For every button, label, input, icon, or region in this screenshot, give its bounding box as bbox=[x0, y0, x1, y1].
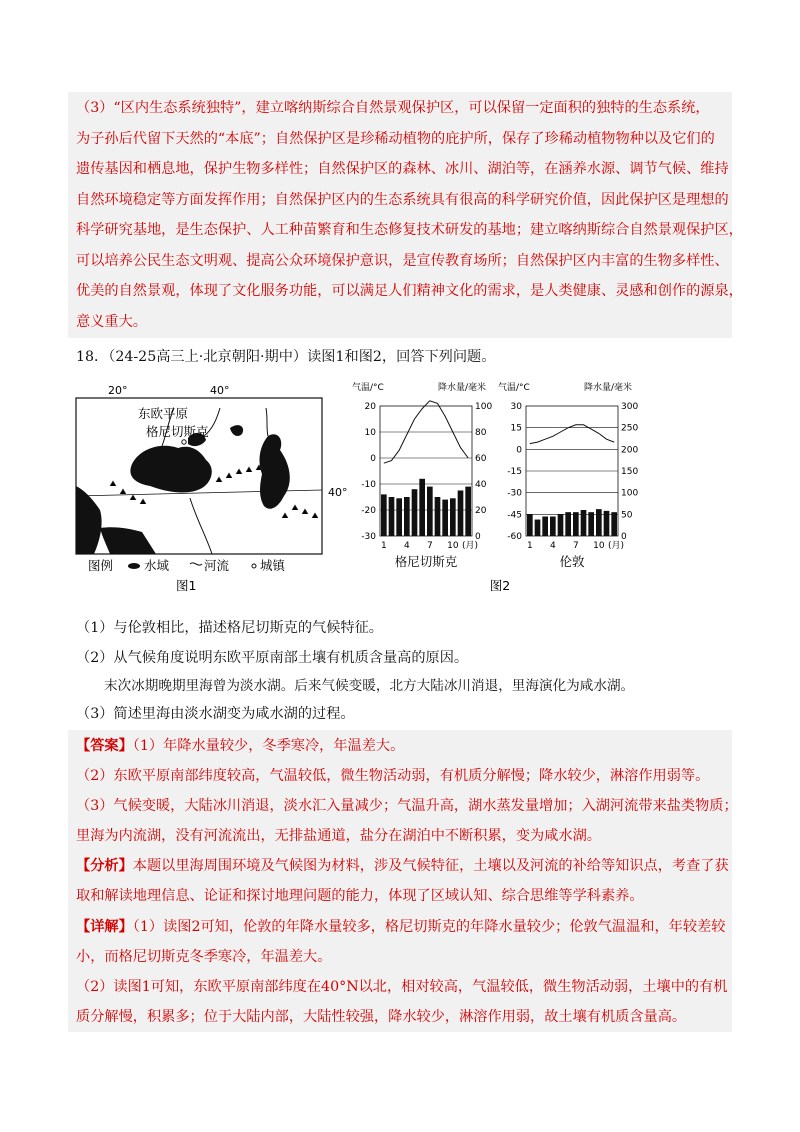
map-lon-label-40: 40° bbox=[210, 384, 230, 397]
precip-bar bbox=[419, 479, 425, 536]
legend-town-label: 城镇 bbox=[260, 558, 286, 573]
legend-river-label: 河流 bbox=[204, 558, 230, 573]
chart-x-tick: 1 bbox=[526, 541, 533, 551]
answer-continuation-line: 可以培养公民生态文明观、提高公众环境保护意识，是宣传教育场所；自然保护区内丰富的生物多样性、 bbox=[76, 252, 729, 269]
chart-x-tick: 10 bbox=[447, 541, 459, 551]
question-stem: 18．（24-25高三上·北京朝阳·期中）读图1和图2，回答下列问题。 bbox=[76, 349, 496, 365]
chart-precip-tick: 50 bbox=[621, 510, 633, 521]
chart-temp-tick: 0 bbox=[370, 454, 376, 464]
chart-precip-tick: 0 bbox=[621, 532, 627, 542]
chart-x-tick: 1 bbox=[380, 541, 387, 551]
chart-precip-tick: 80 bbox=[475, 428, 487, 438]
chart-temp-tick: -30 bbox=[361, 532, 376, 542]
legend-river-icon bbox=[190, 563, 202, 565]
precip-bar bbox=[604, 511, 610, 536]
chart-ylabel-left: 气温/°C bbox=[498, 383, 530, 393]
map-caption: 图1 bbox=[176, 578, 197, 593]
legend-water-icon bbox=[128, 563, 140, 569]
chart-caption: 图2 bbox=[489, 578, 511, 593]
chart-temp-tick: 10 bbox=[364, 428, 376, 438]
analysis-text-1: 本题以里海周围环境及气候图为材料，涉及气候特征，土壤以及河流的补给等知识点，考查了获 bbox=[132, 858, 729, 874]
chart-ylabel-right: 降水量/毫米 bbox=[584, 383, 633, 393]
map-region-label: 东欧平原 bbox=[138, 406, 189, 421]
chart-temp-tick: -20 bbox=[361, 506, 376, 516]
chart-precip-tick: 250 bbox=[621, 423, 639, 434]
answer-3-line-1: （3）气候变暖，大陆冰川消退，淡水汇入量减少；气温升高，湖水蒸发量增加；入湖河流带来盐类物质； bbox=[76, 798, 738, 814]
detail-line-3: （2）读图1可知，东欧平原南部纬度在40°N以北，相对较高，气温较低，微生物活动弱，土壤中的有机 bbox=[76, 979, 728, 995]
analysis-line-2: 取和解读地理信息、论证和探讨地理问题的能力，体现了区域认知、综合思维等学科素养。 bbox=[76, 888, 644, 904]
answer-continuation-line: 自然环境稳定等方面发挥作用；自然保护区内的生态系统具有很高的科学研究价值，因此保护区是理想的 bbox=[76, 191, 729, 208]
answer-continuation-line: （3）“区内生态系统独特”，建立喀纳斯综合自然景观保护区，可以保留一定面积的独特的生态系统， bbox=[76, 100, 710, 116]
precip-bar bbox=[435, 497, 441, 536]
chart-x-tick: 7 bbox=[572, 541, 579, 551]
answer-continuation-line: 优美的自然景观，体现了文化服务功能，可以满足人们精神文化的需求，是人类健康、灵感和创作的源泉， bbox=[76, 283, 743, 299]
chart-precip-tick: 60 bbox=[475, 454, 487, 464]
chart-temp-tick: 30 bbox=[510, 402, 522, 412]
precip-bar bbox=[465, 487, 471, 536]
detail-tag: 【详解】 bbox=[76, 919, 133, 935]
sub-question-2: （2）从气候角度说明东欧平原南部土壤有机质含量高的原因。 bbox=[76, 650, 469, 666]
chart-temp-tick: 0 bbox=[516, 445, 522, 456]
legend-water-label: 水域 bbox=[144, 558, 170, 573]
precip-bar bbox=[458, 491, 464, 537]
chart-x-tick: 4 bbox=[403, 541, 410, 551]
map-city-label: 格尼切斯克 bbox=[146, 424, 209, 439]
precip-bar bbox=[573, 512, 579, 536]
chart-temp-tick: -30 bbox=[507, 488, 522, 499]
chart-x-tick: 10 bbox=[593, 541, 605, 551]
answer-2: （2）东欧平原南部纬度较高，气温较低，微生物活动弱，有机质分解慢；降水较少，淋溶作用弱等。 bbox=[76, 768, 710, 784]
map-lat-label: 40° bbox=[328, 486, 348, 499]
detail-line-2: 小，而格尼切斯克冬季寒冷，年温差大。 bbox=[76, 949, 332, 965]
chart-temp-tick: -10 bbox=[361, 480, 376, 490]
legend-prefix: 图例 bbox=[88, 558, 114, 573]
detail-line-1 bbox=[76, 917, 725, 937]
chart-precip-tick: 100 bbox=[621, 488, 639, 499]
answer-continuation-line: 为子孙后代留下天然的“本底”；自然保护区是珍稀动植物的庇护所，保存了珍稀动植物物种以及它们的 bbox=[76, 130, 715, 147]
precip-bar bbox=[427, 487, 433, 536]
chart-temp-tick: -45 bbox=[507, 510, 522, 521]
legend-town-icon bbox=[252, 564, 256, 568]
analysis-line-1 bbox=[76, 856, 729, 876]
detail-text-1: （1）读图2可知，伦敦的年降水量较多，格尼切斯克的年降水量较少；伦敦气温温和，年较差较 bbox=[132, 919, 726, 935]
chart-precip-tick: 300 bbox=[621, 402, 639, 412]
answer-1-line bbox=[76, 736, 404, 756]
chart-x-tick: 7 bbox=[426, 541, 433, 551]
chart-precip-tick: 20 bbox=[475, 506, 487, 516]
precip-bar bbox=[542, 517, 548, 537]
sub-question-1: （1）与伦敦相比，描述格尼切斯克的气候特征。 bbox=[76, 620, 383, 636]
precip-bar bbox=[527, 514, 533, 536]
chart-x-unit: (月) bbox=[462, 541, 479, 551]
analysis-tag: 【分析】 bbox=[76, 858, 133, 874]
precip-bar bbox=[396, 498, 402, 536]
chart-precip-tick: 100 bbox=[475, 402, 493, 412]
chart-ylabel-right: 降水量/毫米 bbox=[438, 383, 487, 393]
chart-temp-tick: -60 bbox=[507, 532, 522, 542]
map-lon-label-20: 20° bbox=[108, 384, 128, 397]
precip-bar bbox=[389, 497, 395, 536]
precip-bar bbox=[535, 520, 541, 536]
map-figure-1 bbox=[70, 378, 348, 608]
precip-bar bbox=[588, 512, 594, 536]
climate-charts-figure-2 bbox=[350, 378, 650, 608]
precip-bar bbox=[412, 489, 418, 536]
chart-precip-tick: 40 bbox=[475, 480, 487, 490]
chart-precip-tick: 150 bbox=[621, 467, 639, 477]
chart-precip-tick: 200 bbox=[621, 445, 639, 456]
precip-bar bbox=[611, 512, 617, 536]
chart-title: 伦敦 bbox=[559, 554, 585, 569]
precip-bar bbox=[381, 494, 387, 536]
chart-ylabel-left: 气温/°C bbox=[352, 383, 384, 393]
chart-x-unit: (月) bbox=[608, 541, 625, 551]
detail-line-4: 质分解慢，积累多；位于大陆内部，大陆性较强，降水较少，淋溶作用弱，故土壤有机质含量高。 bbox=[76, 1009, 687, 1025]
precip-bar bbox=[404, 497, 410, 536]
city-marker bbox=[182, 440, 186, 444]
precip-bar bbox=[581, 510, 587, 536]
chart-title: 格尼切斯克 bbox=[394, 554, 458, 569]
answer-continuation-line: 意义重大。 bbox=[76, 313, 147, 330]
answer-1: （1）年降水量较少，冬季寒冷，年温差大。 bbox=[132, 738, 405, 754]
answer-continuation-line: 科学研究基地，是生态保护、人工种苗繁育和生态修复技术研发的基地；建立喀纳斯综合自然景观保护区， bbox=[76, 222, 743, 238]
precip-bar bbox=[596, 509, 602, 536]
chart-temp-tick: 20 bbox=[364, 402, 376, 412]
answer-continuation-line: 遗传基因和栖息地，保护生物多样性；自然保护区的森林、冰川、湖泊等，在涵养水源、调节气候、维持 bbox=[76, 161, 729, 177]
chart-temp-tick: 15 bbox=[510, 423, 522, 434]
sub-question-3: （3）简述里海由淡水湖变为咸水湖的过程。 bbox=[76, 706, 355, 722]
precip-bar bbox=[550, 517, 556, 537]
chart-x-tick: 4 bbox=[549, 541, 556, 551]
question-material: 末次冰期晚期里海曾为淡水湖。后来气候变暖，北方大陆冰川消退，里海演化为咸水湖。 bbox=[104, 678, 635, 694]
answer-tag: 【答案】 bbox=[76, 738, 133, 754]
chart-temp-tick: -15 bbox=[507, 467, 522, 477]
precip-bar bbox=[565, 512, 571, 536]
precip-bar bbox=[450, 498, 456, 536]
answer-3-line-2: 里海为内流湖，没有河流流出，无排盐通道，盐分在湖泊中不断积累，变为咸水湖。 bbox=[76, 828, 601, 844]
precip-bar bbox=[558, 514, 564, 536]
precip-bar bbox=[442, 500, 448, 536]
chart-precip-tick: 0 bbox=[475, 532, 481, 542]
